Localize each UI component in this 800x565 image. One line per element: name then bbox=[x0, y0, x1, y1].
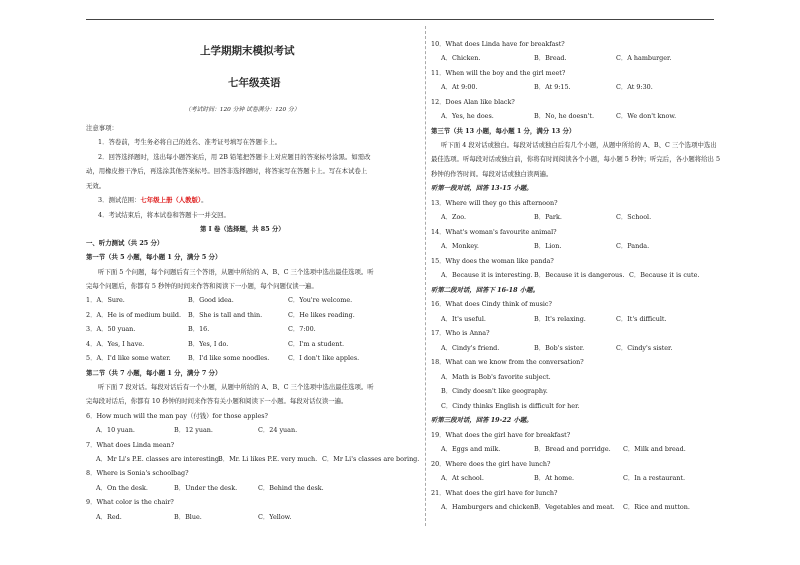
option-b: B．Blue. bbox=[174, 513, 202, 521]
section1-desc-line1: 听下面 5 个问题，每个问题后有三个答语，从题中所给的 A、B、C 三个选项中选出最佳选项。听 bbox=[98, 268, 374, 276]
options-row bbox=[441, 55, 711, 61]
note-2-line1: 2．回答选择题时，选出每小题答案后，用 2B 铅笔把答题卡上对应题目的答案标号涂黑。如需改 bbox=[98, 153, 371, 161]
list-item bbox=[86, 326, 416, 332]
question: 11．When will the boy and the girl meet? bbox=[431, 69, 566, 77]
part1-heading: 第 I 卷（选择题，共 85 分） bbox=[200, 225, 285, 233]
exam-title: 上学期期末模拟考试 bbox=[200, 45, 295, 57]
option-b: B．I'd like some noodles. bbox=[188, 354, 270, 362]
section1-desc-line2: 完每个问题后，你都有 5 秒钟的时间来作答和阅读下一小题，每个问题仅读一遍。 bbox=[86, 282, 318, 290]
question: 17．Who is Anna? bbox=[431, 329, 490, 337]
question: 19．What does the girl have for breakfast? bbox=[431, 431, 571, 439]
note-1: 1．答卷前，考生务必将自己的姓名、准考证号填写在答题卡上。 bbox=[98, 138, 282, 146]
options-row bbox=[441, 475, 711, 481]
question: 15．Why does the woman like panda? bbox=[431, 257, 554, 265]
option-c: C．Yellow. bbox=[258, 513, 292, 521]
note-3-suffix: 。 bbox=[201, 196, 208, 204]
option-a: A．Hamburgers and chicken. bbox=[441, 503, 537, 511]
option-b: B．Under the desk. bbox=[174, 484, 238, 492]
option-b: B．Because it is dangerous. bbox=[534, 271, 625, 279]
options-row bbox=[441, 84, 711, 90]
section3-title: 第三节（共 13 小题，每小题 1 分，满分 13 分） bbox=[431, 127, 576, 135]
list-item bbox=[86, 355, 416, 361]
option-b: B．At home. bbox=[534, 474, 575, 482]
section2-desc-line2: 完每段对话后，你都有 10 秒钟的时间来作答有关小题和阅读下一小题。每段对话仅读一遍。 bbox=[86, 397, 348, 405]
options-row bbox=[441, 272, 721, 278]
question: 6．How much will the man pay（付钱）for those apples? bbox=[86, 412, 268, 420]
options-row bbox=[441, 214, 711, 220]
option-a: A．Math is Bob's favorite subject. bbox=[441, 373, 551, 381]
option-b: B．Bob's sister. bbox=[534, 344, 585, 352]
option-c: C．Because it is cute. bbox=[629, 271, 700, 279]
list-item bbox=[86, 312, 416, 318]
option-c: C．I don't like apples. bbox=[288, 354, 360, 362]
options-row bbox=[441, 316, 711, 322]
option-a: 3．A．50 yuan. bbox=[86, 325, 136, 333]
section2-title: 第二节（共 7 小题，每小题 1 分，满分 7 分） bbox=[86, 369, 222, 377]
options-row bbox=[96, 455, 420, 463]
question: 13．Where will they go this afternoon? bbox=[431, 199, 558, 207]
column-divider bbox=[425, 26, 426, 526]
exam-meta: （考试时间：120 分钟 试卷满分：120 分） bbox=[185, 107, 300, 113]
option-a: A．Chicken. bbox=[441, 54, 481, 62]
option-c: C．He likes reading. bbox=[288, 311, 355, 319]
option-a: 4．A．Yes, I have. bbox=[86, 340, 145, 348]
question: 16．What does Cindy think of music? bbox=[431, 300, 552, 308]
option-a: A．It's useful. bbox=[441, 315, 486, 323]
section3-desc-line2: 最佳选项。听每段对话或独白前，你将有时间阅读各个小题，每小题 5 秒钟；听完后，各小题将给出 5 bbox=[431, 155, 721, 163]
option-c: C．You're welcome. bbox=[288, 296, 353, 304]
options-row bbox=[441, 113, 711, 119]
question: 21．What does the girl have for lunch? bbox=[431, 489, 558, 497]
question: 7．What does Linda mean? bbox=[86, 441, 175, 449]
option-c: C．Mr Li's classes are boring. bbox=[322, 455, 420, 463]
option-a: A．Yes, he does. bbox=[441, 112, 494, 120]
option-c: C．A hamburger. bbox=[616, 54, 672, 62]
options-row bbox=[441, 345, 711, 351]
option-b: B．Cindy doesn't like geography. bbox=[441, 387, 548, 395]
options-row bbox=[441, 504, 721, 510]
option-c: C．Panda. bbox=[616, 242, 650, 250]
question: 18．What can we know from the conversation? bbox=[431, 358, 584, 366]
group-heading-3: 听第三段对话，回答 19-22 小题。 bbox=[431, 416, 533, 424]
option-a: A．Mr Li's P.E. classes are interesting. bbox=[96, 455, 221, 463]
option-c: C．Cindy thinks English is difficult for her. bbox=[441, 402, 580, 410]
note-2-line2: 动，用橡皮擦干净后，再选涂其他答案标号。回答非选择题时，将答案写在答题卡上。写在本试卷上 bbox=[86, 167, 368, 175]
question: 9．What color is the chair? bbox=[86, 498, 174, 506]
option-c: C．We don't know. bbox=[616, 112, 677, 120]
option-a: 2．A．He is of medium build. bbox=[86, 311, 182, 319]
option-a: 5．A．I'd like some water. bbox=[86, 354, 171, 362]
option-b: B．At 9:15. bbox=[534, 83, 571, 91]
question: 8．Where is Sonia's schoolbag? bbox=[86, 469, 189, 477]
option-c: C．Behind the desk. bbox=[258, 484, 324, 492]
option-a: A．Zoo. bbox=[441, 213, 467, 221]
note-3 bbox=[98, 197, 208, 203]
option-a: A．Monkey. bbox=[441, 242, 479, 250]
option-b: B．Yes, I do. bbox=[188, 340, 229, 348]
option-c: C．Cindy's sister. bbox=[616, 344, 673, 352]
section2-desc-line1: 听下面 7 段对话。每段对话后有一个小题，从题中所给的 A、B、C 三个选项中选出最佳选项。听 bbox=[98, 383, 374, 391]
note-4: 4．考试结束后，将本试卷和答题卡一并交回。 bbox=[98, 211, 230, 219]
option-a: A．At school. bbox=[441, 474, 484, 482]
option-b: B．Park. bbox=[534, 213, 562, 221]
options-row bbox=[441, 446, 711, 452]
question: 20．Where does the girl have lunch? bbox=[431, 460, 551, 468]
option-c: C．School. bbox=[616, 213, 652, 221]
option-a: A．10 yuan. bbox=[96, 426, 135, 434]
section3-desc-line1: 听下面 4 段对话或独白。每段对话或独白后有几个小题，从题中所给的 A、B、C 三个选项中选出 bbox=[441, 141, 717, 149]
note-2-line3: 无效。 bbox=[86, 182, 106, 190]
option-b: B．Mr. Li likes P.E. very much. bbox=[218, 455, 318, 463]
options-row bbox=[441, 243, 711, 249]
option-b: B．It's relaxing. bbox=[534, 315, 586, 323]
list-item bbox=[86, 341, 416, 347]
option-a: A．Red. bbox=[96, 513, 122, 521]
notes-heading: 注意事项： bbox=[86, 124, 118, 132]
option-b: B．Good idea. bbox=[188, 296, 234, 304]
option-c: C．I'm a student. bbox=[288, 340, 345, 348]
list-item bbox=[86, 297, 416, 303]
option-b: B．She is tall and thin. bbox=[188, 311, 263, 319]
option-a: 1．A．Sure. bbox=[86, 296, 125, 304]
option-b: B．Bread and porridge. bbox=[534, 445, 611, 453]
listening-section-heading: 一、听力测试（共 25 分） bbox=[86, 239, 164, 247]
option-a: A．Cindy's friend. bbox=[441, 344, 500, 352]
option-c: C．7:00. bbox=[288, 325, 316, 333]
group-heading-1: 听第一段对话，回答 13-15 小题。 bbox=[431, 184, 533, 192]
option-c: C．In a restaurant. bbox=[623, 474, 685, 482]
options-row bbox=[96, 514, 416, 520]
option-b: B．16. bbox=[188, 325, 210, 333]
option-b: B．12 yuan. bbox=[174, 426, 213, 434]
exam-subtitle: 七年级英语 bbox=[228, 77, 281, 89]
option-a: A．On the desk. bbox=[96, 484, 148, 492]
option-b: B．No, he doesn't. bbox=[534, 112, 594, 120]
note-3-prefix: 3．测试范围： bbox=[98, 196, 141, 204]
question: 12．Does Alan like black? bbox=[431, 98, 515, 106]
note-3-scope: 七年级上册（人教版） bbox=[140, 196, 202, 204]
option-b: B．Bread. bbox=[534, 54, 567, 62]
question: 14．What's woman's favourite animal? bbox=[431, 228, 557, 236]
group-heading-2: 听第二段对话，回答下 16-18 小题。 bbox=[431, 286, 539, 294]
option-c: C．24 yuan. bbox=[258, 426, 298, 434]
option-a: A．At 9:00. bbox=[441, 83, 478, 91]
option-c: C．At 9:30. bbox=[616, 83, 653, 91]
options-row bbox=[96, 485, 416, 491]
option-a: A．Because it is interesting. bbox=[441, 271, 533, 279]
option-c: C．It's difficult. bbox=[616, 315, 667, 323]
header-rule bbox=[86, 19, 714, 20]
question: 10．What does Linda have for breakfast? bbox=[431, 40, 565, 48]
section3-desc-line3: 秒钟的作答时间。每段对话或独白读两遍。 bbox=[431, 170, 553, 178]
option-b: B．Lion. bbox=[534, 242, 562, 250]
option-a: A．Eggs and milk. bbox=[441, 445, 501, 453]
section1-title: 第一节（共 5 小题，每小题 1 分，满分 5 分） bbox=[86, 253, 222, 261]
option-c: C．Rice and mutton. bbox=[623, 503, 690, 511]
option-c: C．Milk and bread. bbox=[623, 445, 686, 453]
option-b: B．Vegetables and meat. bbox=[534, 503, 615, 511]
options-row bbox=[96, 427, 416, 433]
